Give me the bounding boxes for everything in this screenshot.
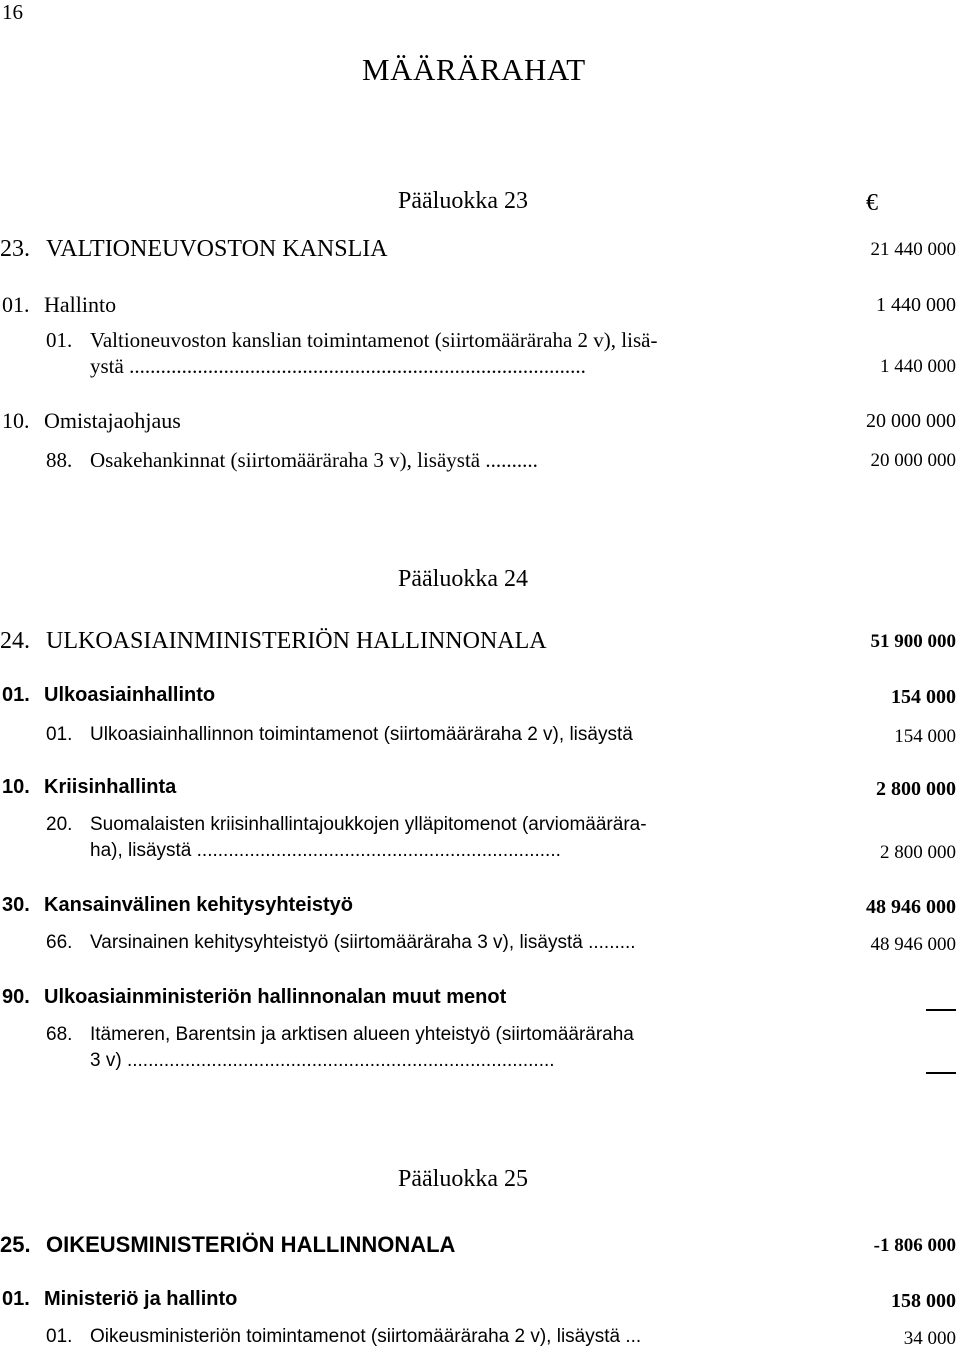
main-item-amount: 158 000 [891,1290,956,1312]
item-amount: 20 000 000 [870,450,956,471]
ministry-label: OIKEUSMINISTERIÖN HALLINNONALA [46,1232,456,1257]
main-item-number: 01. [2,684,30,706]
main-item-label: Ministeriö ja hallinto [44,1288,238,1310]
item-label: Ulkoasiainhallinnon toimintamenot (siirtomääräraha 2 v), lisäystä [90,724,633,745]
item-label-line-2: 3 v) ................................................................................. [90,1050,555,1071]
item-label: Osakehankinnat (siirtomääräraha 3 v), lisäystä .......... [90,448,538,472]
main-item-number: 10. [2,776,30,798]
item-number: 01. [46,1326,73,1347]
item-amount: 48 946 000 [870,934,956,955]
main-item-number: 90. [2,986,30,1008]
section-heading-24: Pääluokka 24 [398,566,528,592]
main-item-row [0,1288,956,1318]
main-item-row [0,684,956,714]
main-item-row [0,292,956,322]
item-amount: 1 440 000 [880,356,956,377]
item-label-line-1: Valtioneuvoston kanslian toimintamenot (siirtomääräraha 2 v), lisä- [90,328,658,352]
item-label-line-2: ystä ....................................................................................... [90,354,586,378]
main-item-label: Omistajaohjaus [44,408,181,433]
item-row [0,724,956,754]
section-heading-25: Pääluokka 25 [398,1166,528,1192]
main-item-amount: 2 800 000 [876,778,956,800]
item-number: 88. [46,448,73,472]
item-number: 01. [46,724,73,745]
ministry-amount: 51 900 000 [870,631,956,652]
main-item-number: 01. [2,292,30,317]
item-number: 20. [46,814,73,835]
main-item-label: Kansainvälinen kehitysyhteistyö [44,894,354,916]
main-item-amount: 154 000 [891,686,956,708]
ministry-amount: 21 440 000 [870,239,956,260]
ministry-label: VALTIONEUVOSTON KANSLIA [46,236,388,262]
ministry-amount: -1 806 000 [873,1235,956,1256]
ministry-row-24 [0,628,956,658]
ministry-number: 24. [0,628,30,654]
currency-symbol: € [866,190,878,216]
main-item-label: Ulkoasiainministeriön hallinnonalan muut menot [44,986,507,1008]
item-number: 66. [46,932,73,953]
main-item-row [0,776,956,806]
ministry-number: 25. [0,1232,31,1257]
main-item-number: 30. [2,894,30,916]
main-item-label: Ulkoasiainhallinto [44,684,216,706]
page-number: 16 [2,0,23,24]
amount-dash [926,998,956,1021]
item-amount: 2 800 000 [880,842,956,863]
item-label: Oikeusministeriön toimintamenot (siirtomääräraha 2 v), lisäystä ... [90,1326,642,1347]
item-number: 68. [46,1024,73,1045]
item-amount: 34 000 [903,1328,956,1349]
item-row [0,932,956,962]
ministry-number: 23. [0,236,30,262]
amount-dash [926,1062,956,1084]
ministry-row-25 [0,1232,956,1262]
ministry-row-23 [0,236,956,266]
main-item-label: Kriisinhallinta [44,776,177,798]
main-item-row [0,408,956,438]
item-row [0,1326,956,1356]
main-item-number: 10. [2,408,30,433]
page-title: MÄÄRÄRAHAT [362,52,586,87]
item-number: 01. [46,328,73,352]
ministry-label: ULKOASIAINMINISTERIÖN HALLINNONALA [46,628,547,654]
item-label: Varsinainen kehitysyhteistyö (siirtomääräraha 3 v), lisäystä ......... [90,932,636,953]
item-label-line-1: Itämeren, Barentsin ja arktisen alueen yhteistyö (siirtomääräraha [90,1024,634,1045]
section-heading-23: Pääluokka 23 [398,188,528,214]
main-item-number: 01. [2,1288,30,1310]
item-label-line-2: ha), lisäystä ..................................................................... [90,840,561,861]
item-label-line-1: Suomalaisten kriisinhallintajoukkojen ylläpitomenot (arviomäärära- [90,814,647,835]
item-amount: 154 000 [894,726,956,747]
main-item-amount: 48 946 000 [866,896,956,918]
main-item-amount: 1 440 000 [876,294,956,316]
main-item-amount: 20 000 000 [866,410,956,432]
main-item-row [0,986,956,1016]
item-row [0,448,956,478]
main-item-row [0,894,956,924]
main-item-label: Hallinto [44,292,117,317]
